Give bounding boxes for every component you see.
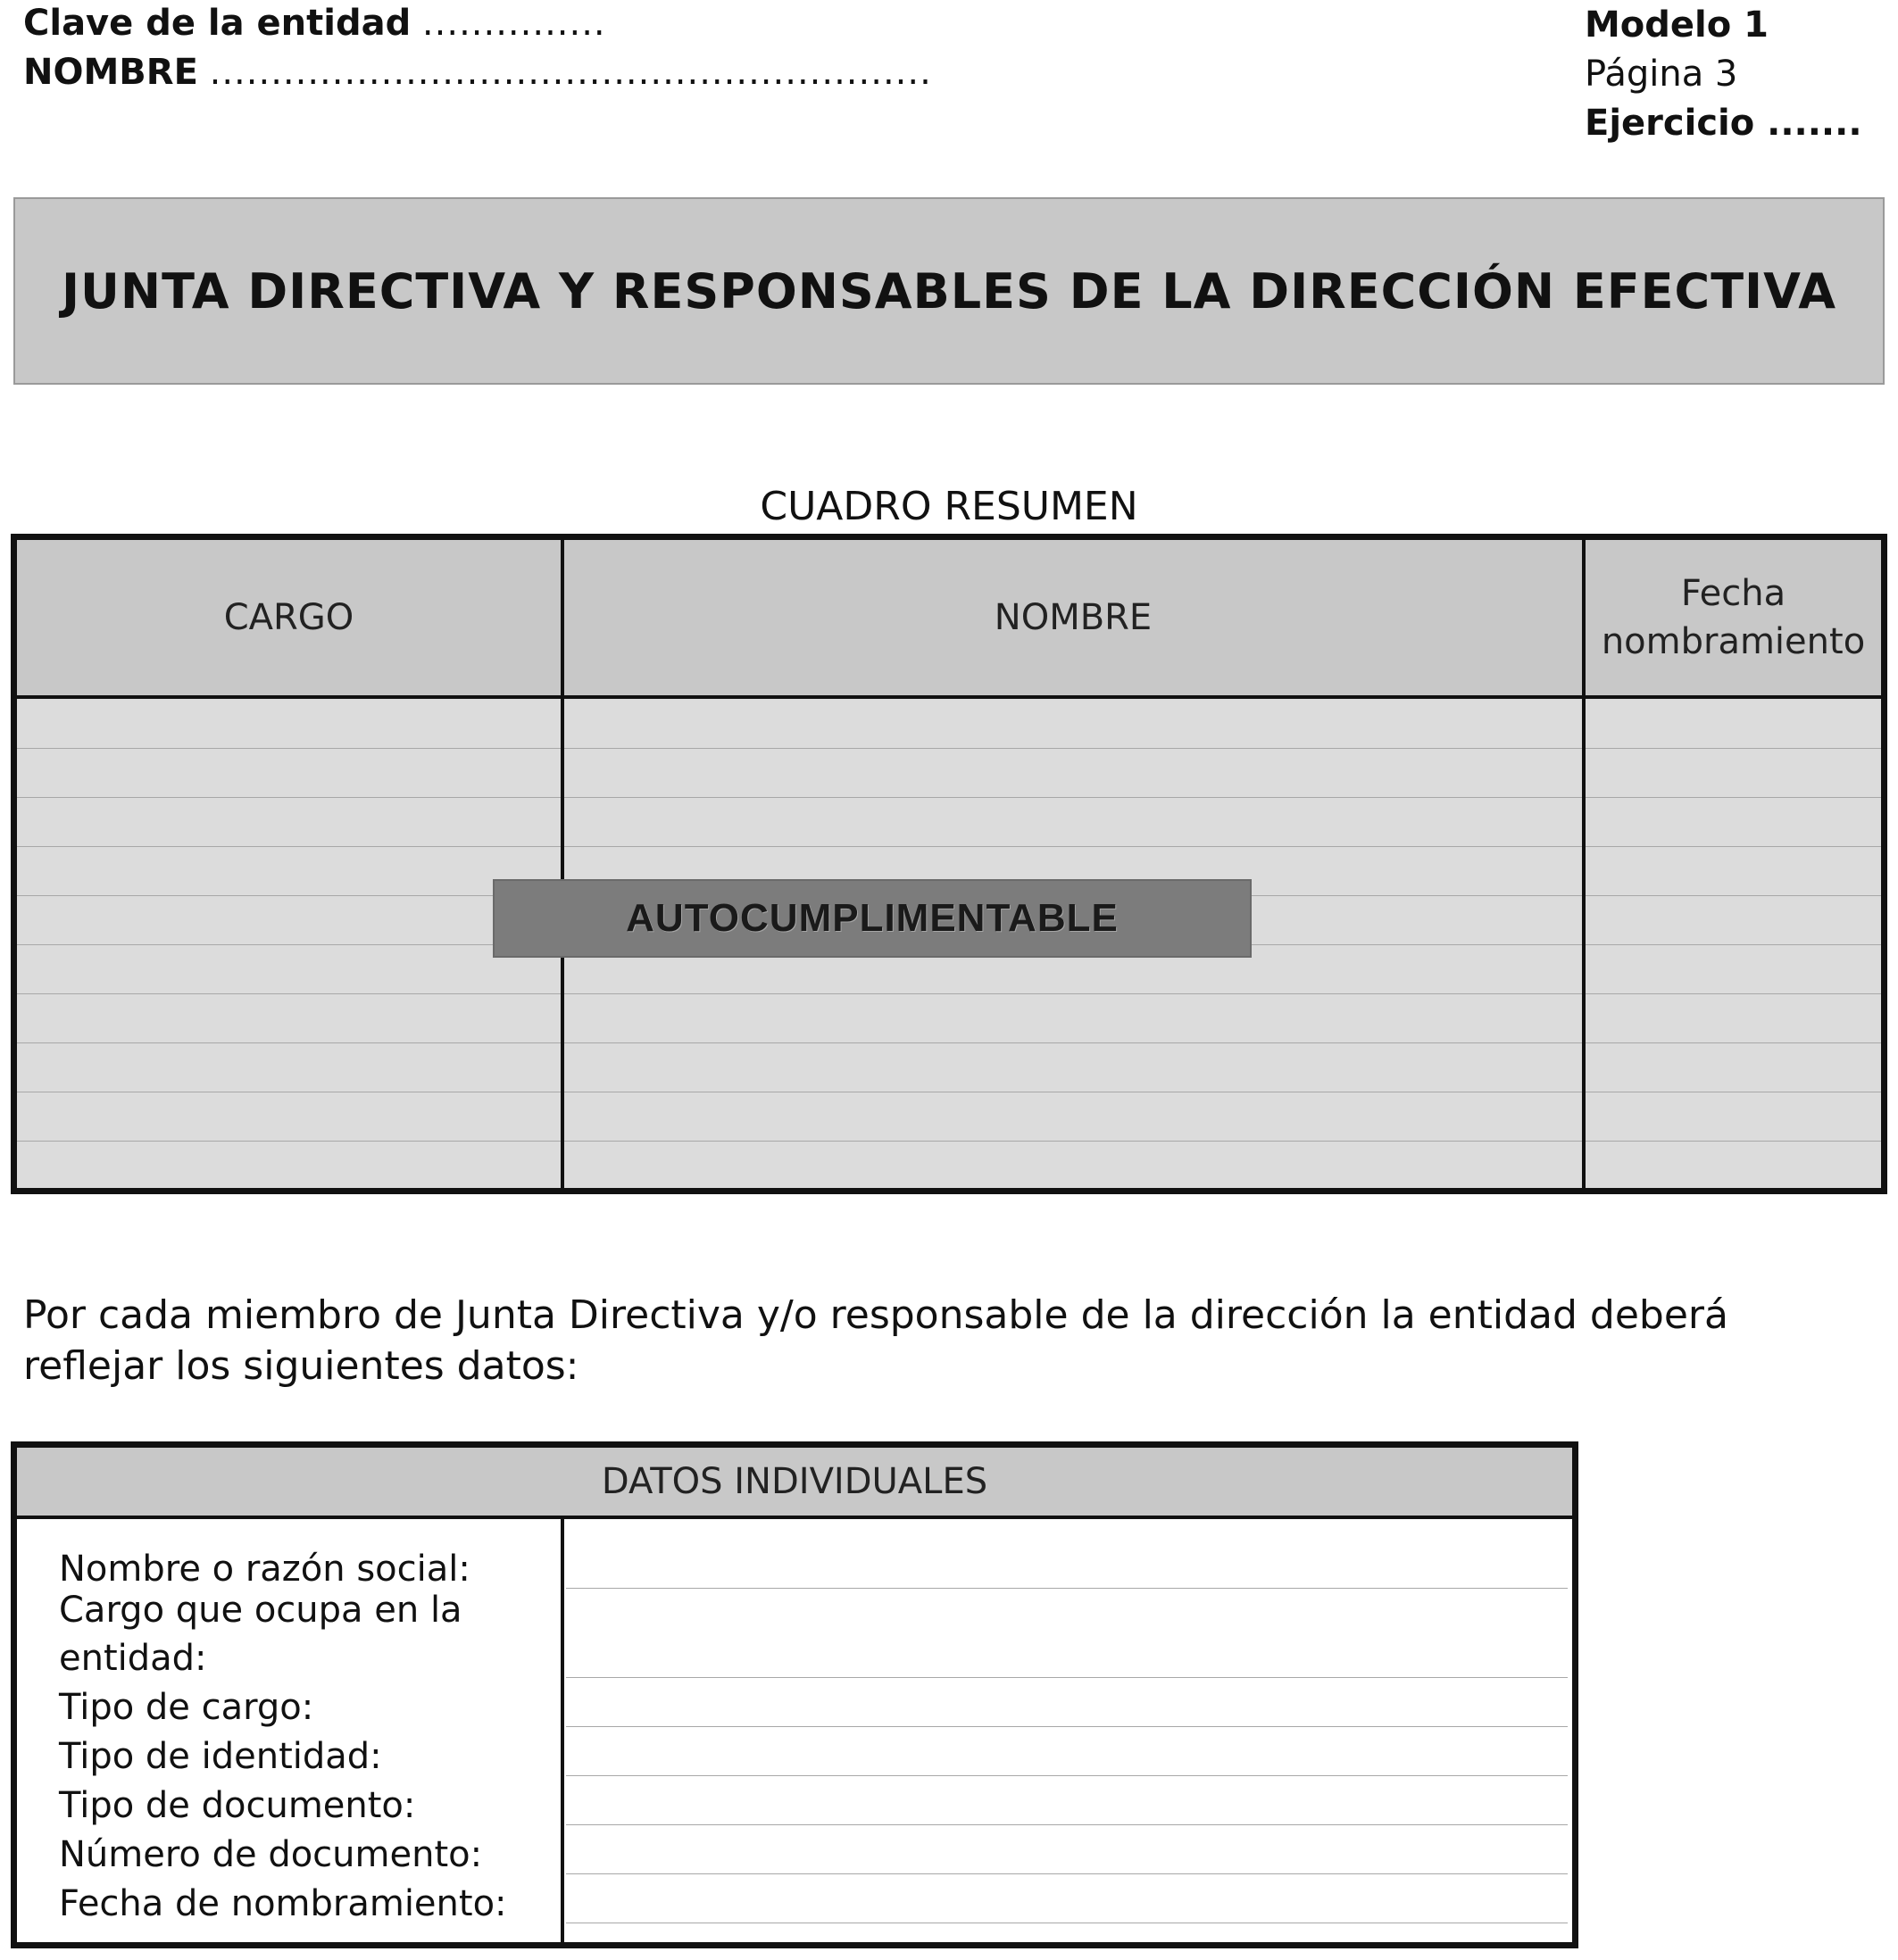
autocumplimentable-label: AUTOCUMPLIMENTABLE: [626, 896, 1119, 940]
summary-caption: CUADRO RESUMEN: [760, 484, 1138, 529]
column-header-fecha-label: Fecha nombramiento: [1601, 573, 1866, 662]
field-line: [566, 1824, 1568, 1825]
table-row-divider: [17, 1042, 1881, 1043]
column-header-nombre: [564, 540, 1582, 695]
column-header-nombre-label: NOMBRE: [994, 597, 1153, 638]
field-label-numero-documento: Número de documento:: [59, 1834, 483, 1875]
clave-entidad-line: [23, 2, 606, 45]
table-row-divider: [17, 797, 1881, 798]
column-divider-nombre: [1582, 540, 1586, 1188]
field-line: [566, 1677, 1568, 1678]
header-divider: [17, 695, 1881, 699]
field-line: [566, 1873, 1568, 1874]
detail-table-title: DATOS INDIVIDUALES: [601, 1461, 988, 1502]
title-banner: [13, 197, 1885, 385]
column-header-fecha: [1586, 540, 1881, 695]
column-header-cargo: [17, 540, 561, 695]
table-row-divider: [17, 748, 1881, 749]
page-title: JUNTA DIRECTIVA Y RESPONSABLES DE LA DIRECCIÓN EFECTIVA: [61, 262, 1837, 320]
ejercicio-label: Ejercicio .......: [1585, 103, 1862, 144]
field-line: [566, 1588, 1568, 1589]
column-header-cargo-label: CARGO: [223, 597, 354, 638]
table-row-divider: [17, 1141, 1881, 1142]
field-label-nombre: Nombre o razón social:: [59, 1549, 470, 1590]
summary-table: [11, 534, 1887, 1194]
field-line: [566, 1775, 1568, 1776]
autocumplimentable-badge: [493, 879, 1252, 958]
instruction-text: Por cada miembro de Junta Directiva y/o responsable de la dirección la entidad deberá reflejar los siguientes datos:: [23, 1292, 1728, 1389]
table-row-divider: [17, 846, 1881, 847]
detail-table-header: [17, 1448, 1572, 1516]
nombre-line: [23, 51, 932, 94]
detail-table: [11, 1441, 1578, 1948]
nombre-label: NOMBRE: [23, 52, 198, 93]
pagina-label: Página 3: [1585, 54, 1738, 95]
field-label-cargo: Cargo que ocupa en la entidad:: [59, 1590, 462, 1679]
clave-entidad-label: Clave de la entidad: [23, 3, 412, 44]
detail-header-divider: [17, 1516, 1572, 1519]
clave-entidad-dots: ...............: [421, 3, 606, 44]
field-label-tipo-documento: Tipo de documento:: [59, 1785, 416, 1826]
column-divider-cargo: [561, 540, 564, 1188]
field-line: [566, 1726, 1568, 1727]
modelo-label: Modelo 1: [1585, 4, 1769, 46]
field-label-fecha-nombramiento: Fecha de nombramiento:: [59, 1883, 507, 1924]
detail-column-divider: [561, 1519, 564, 1942]
field-label-tipo-identidad: Tipo de identidad:: [59, 1736, 382, 1777]
field-label-tipo-cargo: Tipo de cargo:: [59, 1687, 314, 1728]
nombre-dots: ...........................................................: [209, 52, 932, 93]
table-row-divider: [17, 993, 1881, 994]
